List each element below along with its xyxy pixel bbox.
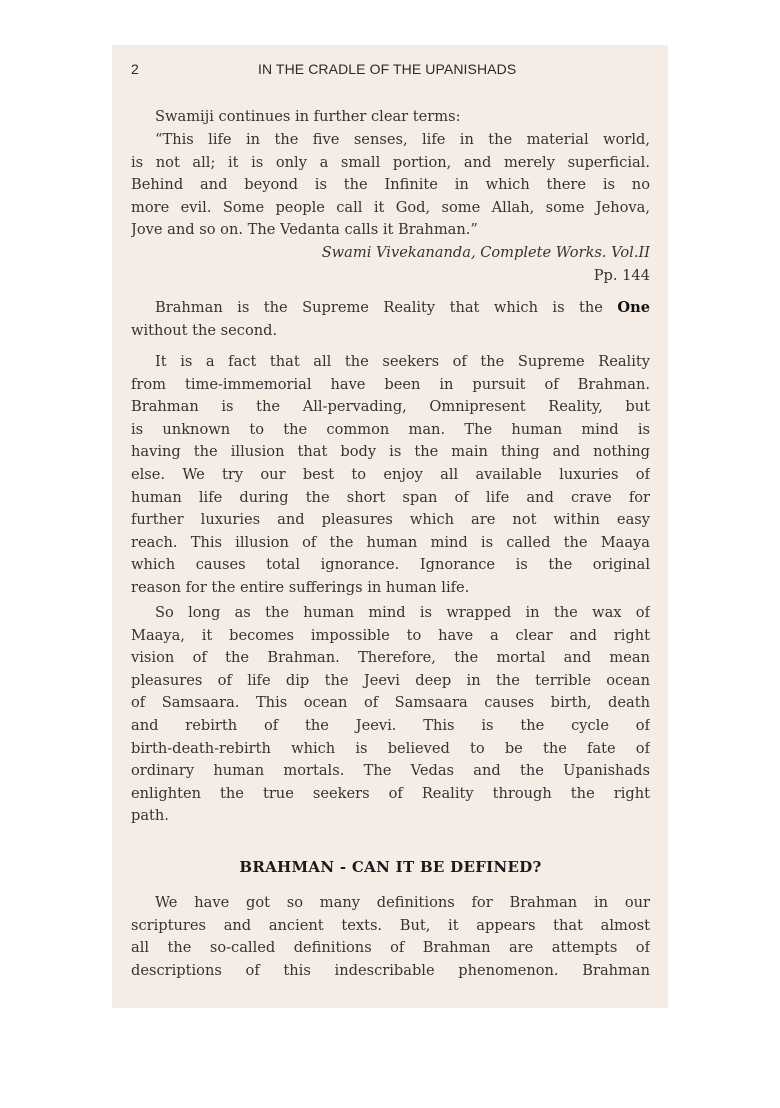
text-line: without the second. <box>131 321 278 339</box>
page-number: 2 <box>131 61 139 77</box>
text-line: We have got so many definitions for Brahman in our <box>155 894 650 911</box>
text-line: ordinary human mortals. The Vedas and the Upanishads <box>131 762 650 780</box>
text-line: is unknown to the common man. The human mind is <box>131 420 650 438</box>
text-span: Brahman is the Supreme Reality that which is the <box>155 299 603 316</box>
book-page <box>112 45 668 1008</box>
text-line: else. We try our best to enjoy all available luxuries of <box>131 465 650 483</box>
text-line: Behind and beyond is the Infinite in which there is no <box>131 176 650 194</box>
text-line: scriptures and ancient texts. But, it appears that almost <box>131 916 650 934</box>
section-heading: BRAHMAN - CAN IT BE DEFINED? <box>239 858 542 876</box>
text-line: all the so-called definitions of Brahman are attempts of <box>131 939 650 957</box>
quote-paragraph <box>131 129 650 287</box>
intro-paragraph <box>131 106 650 129</box>
citation-pages: Pp. 144 <box>593 266 650 284</box>
text-line: which causes total ignorance. Ignorance is the original <box>131 556 650 574</box>
text-line: So long as the human mind is wrapped in the wax of <box>155 604 650 621</box>
text-line: It is a fact that all the seekers of the Supreme Reality <box>155 353 650 370</box>
text-line: “This life in the five senses, life in the material world, <box>155 131 650 148</box>
text-line: path. <box>131 807 169 825</box>
text-line: reason for the entire sufferings in human life. <box>131 578 470 596</box>
text-line: from time-immemorial have been in pursuit of Brahman. <box>131 375 650 393</box>
text-line: pleasures of life dip the Jeevi deep in the terrible ocean <box>131 671 650 689</box>
text-line: Maaya, it becomes impossible to have a clear and right <box>131 626 650 644</box>
text-line: having the illusion that body is the main thing and nothing <box>131 443 650 461</box>
text-line: vision of the Brahman. Therefore, the mortal and mean <box>131 649 650 667</box>
text-line: Swamiji continues in further clear terms: <box>155 108 461 125</box>
citation-source: Swami Vivekananda, Complete Works. Vol.II <box>321 243 650 261</box>
text-line: Brahman is the All-pervading, Omnipresent Reality, but <box>131 398 650 416</box>
text-line: and rebirth of the Jeevi. This is the cycle of <box>131 716 650 734</box>
paragraph-four <box>131 892 650 982</box>
text-line: birth-death-rebirth which is believed to be the fate of <box>131 739 650 757</box>
paragraph-three <box>131 602 650 828</box>
text-line: Jove and so on. The Vedanta calls it Brahman.” <box>131 221 478 239</box>
text-line: reach. This illusion of the human mind is called the Maaya <box>131 533 650 551</box>
text-line: human life during the short span of life and crave for <box>131 488 650 506</box>
text-line: further luxuries and pleasures which are not within easy <box>131 511 650 529</box>
paragraph-two <box>131 351 650 600</box>
text-line: of Samsaara. This ocean of Samsaara causes birth, death <box>131 694 650 712</box>
text-line <box>131 297 650 320</box>
text-line: descriptions of this indescribable phenomenon. Brahman <box>131 961 650 979</box>
text-line: enlighten the true seekers of Reality through the right <box>131 784 650 802</box>
paragraph-one <box>131 297 650 342</box>
text-line: more evil. Some people call it God, some Allah, some Jehova, <box>131 198 650 216</box>
running-title: IN THE CRADLE OF THE UPANISHADS <box>258 61 517 77</box>
text-line: is not all; it is only a small portion, and merely superficial. <box>131 153 650 171</box>
bold-word: One <box>617 299 650 316</box>
